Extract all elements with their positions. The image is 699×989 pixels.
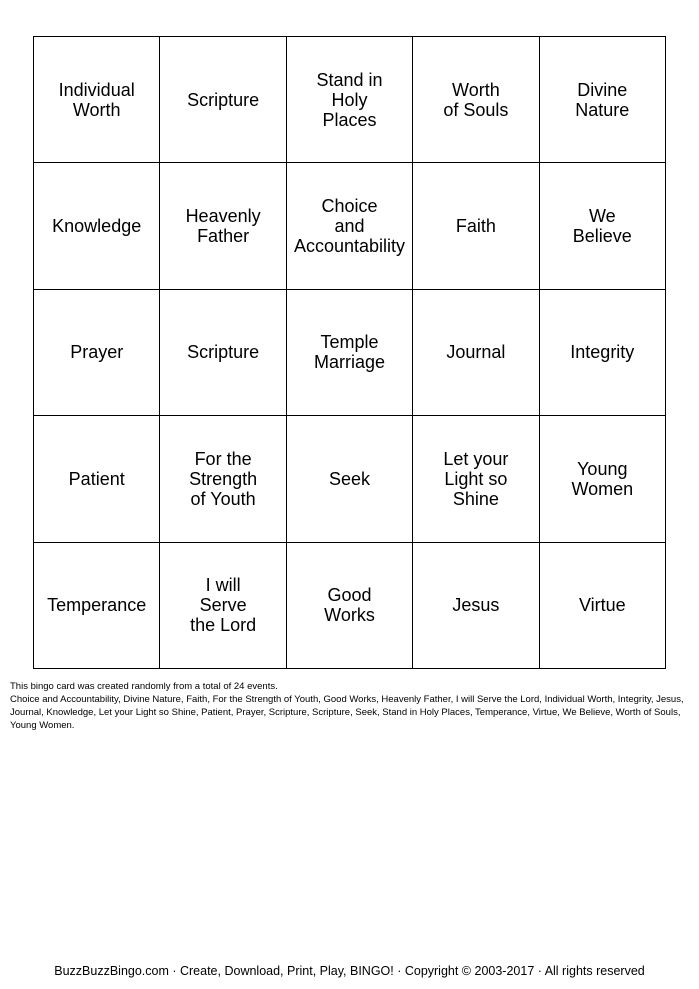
bingo-cell [287, 543, 413, 669]
bingo-cell [540, 290, 666, 416]
bingo-cell-text: Young Women [571, 458, 634, 499]
card-events-list: Choice and Accountability, Divine Nature, Faith, For the Strength of Youth, Good Works, Heavenly Father, I will Serve the Lord, Individual Worth, Integrity, Jesus, Journal, Knowledge, Let your Light so Shine, Patient, Prayer, Scripture, Scripture, Seek, Stand in Holy Places, Temperance, Virtue, We Believe, Worth of Souls, Young Women. [10, 694, 684, 731]
bingo-cell-text: Seek [328, 468, 370, 489]
bingo-cell [413, 290, 539, 416]
bingo-cell [540, 163, 666, 289]
bingo-cell-text: Worth of Souls [443, 79, 509, 120]
bingo-cell [160, 290, 286, 416]
card-info [10, 680, 690, 732]
bingo-cell [287, 416, 413, 542]
bingo-cell-text: Heavenly Father [185, 206, 261, 247]
bingo-cell [540, 37, 666, 163]
bingo-cell-text: For the Strength of Youth [189, 448, 258, 509]
bingo-cell-text: Good Works [324, 585, 375, 626]
bingo-cell [160, 416, 286, 542]
card-info-summary: This bingo card was created randomly from a total of 24 events. [10, 681, 278, 692]
bingo-cell [413, 543, 539, 669]
bingo-cell-text: Scripture [187, 342, 260, 363]
bingo-cell [34, 290, 160, 416]
bingo-cell [160, 543, 286, 669]
bingo-cell [34, 37, 160, 163]
page-footer: BuzzBuzzBingo.com · Create, Download, Print, Play, BINGO! · Copyright © 2003-2017 · All rights reserved [54, 964, 645, 978]
bingo-cell [413, 416, 539, 542]
bingo-cell [287, 163, 413, 289]
bingo-cell [413, 37, 539, 163]
bingo-cell-text: Patient [68, 468, 125, 489]
bingo-cell [540, 543, 666, 669]
bingo-cell [34, 543, 160, 669]
bingo-cell-text: Jesus [452, 595, 500, 616]
bingo-cell-text: Choice and Accountability [293, 196, 406, 257]
bingo-cell [287, 37, 413, 163]
bingo-cell-text: Faith [455, 216, 496, 237]
bingo-cell-text: Temple Marriage [313, 332, 385, 373]
bingo-cell [34, 416, 160, 542]
bingo-cell-text: I will Serve the Lord [190, 575, 257, 636]
bingo-cell [540, 416, 666, 542]
bingo-cell [34, 163, 160, 289]
bingo-cell-text: We Believe [572, 206, 632, 247]
bingo-cell-text: Let your Light so Shine [443, 448, 509, 509]
bingo-cell [287, 290, 413, 416]
bingo-card-grid [33, 36, 666, 669]
bingo-cell [413, 163, 539, 289]
bingo-cell-text: Individual Worth [58, 79, 135, 120]
bingo-cell-text: Divine Nature [575, 79, 630, 120]
bingo-cell-text: Journal [446, 342, 506, 363]
bingo-cell [160, 37, 286, 163]
bingo-cell-text: Knowledge [52, 216, 142, 237]
bingo-cell-text: Virtue [578, 595, 626, 616]
bingo-cell [160, 163, 286, 289]
bingo-cell-text: Prayer [70, 342, 124, 363]
bingo-cell-text: Temperance [47, 595, 147, 616]
bingo-cell-text: Scripture [187, 89, 260, 110]
bingo-cell-text: Stand in Holy Places [316, 69, 383, 130]
bingo-cell-text: Integrity [570, 342, 635, 363]
